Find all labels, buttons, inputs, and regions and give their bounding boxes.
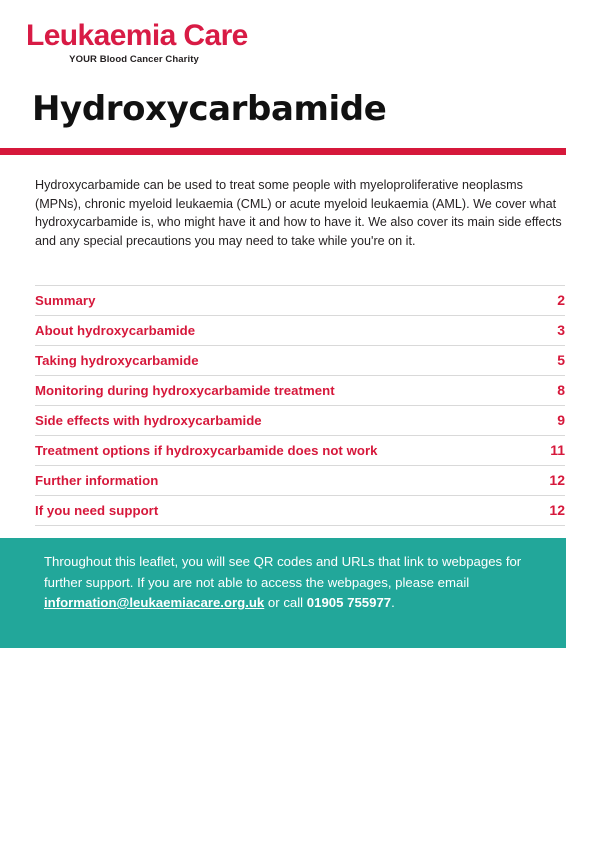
toc-row[interactable] — [35, 436, 565, 466]
toc-row[interactable] — [35, 376, 565, 406]
toc-row[interactable] — [35, 285, 565, 316]
logo-wordmark: Leukaemia Care — [26, 19, 248, 52]
toc-entry-page-number: 3 — [557, 322, 565, 338]
toc-entry-label: Treatment options if hydroxycarbamide does not work — [35, 443, 378, 458]
toc-row[interactable] — [35, 346, 565, 376]
toc-row[interactable] — [35, 406, 565, 436]
callout-text-lead: Throughout this leaflet, you will see QR codes and URLs that link to webpages for further support. If you are not able to access the webpages, please email — [44, 554, 522, 590]
toc-entry-label: Side effects with hydroxycarbamide — [35, 413, 262, 428]
toc-entry-page-number: 12 — [549, 472, 565, 488]
toc-entry-page-number: 2 — [557, 292, 565, 308]
toc-entry-label: Further information — [35, 473, 159, 488]
support-callout-text — [44, 552, 536, 614]
callout-text-middle: or call — [264, 595, 307, 610]
logo-tagline: YOUR Blood Cancer Charity — [69, 54, 199, 65]
title-divider — [0, 148, 566, 155]
toc-entry-page-number: 5 — [557, 352, 565, 368]
leukaemia-care-logo — [26, 20, 326, 66]
toc-entry-label: If you need support — [35, 503, 159, 518]
support-callout-box — [0, 538, 566, 648]
support-email-link[interactable]: information@leukaemiacare.org.uk — [44, 595, 265, 610]
table-of-contents — [35, 285, 565, 526]
toc-entry-label: Taking hydroxycarbamide — [35, 353, 199, 368]
toc-row[interactable] — [35, 496, 565, 526]
toc-row[interactable] — [35, 316, 565, 346]
toc-entry-page-number: 8 — [557, 382, 565, 398]
toc-row[interactable] — [35, 466, 565, 496]
intro-paragraph: Hydroxycarbamide can be used to treat some people with myeloproliferative neoplasms (MPNs), chronic myeloid leukaemia (CML) or acute myeloid leukaemia (AML). We cover what hydroxycarbamide is, who might have it and how to have it. We also cover its main side effects and any special precautions you may need to take while you're on it. — [35, 178, 562, 248]
page-title: Hydroxycarbamide — [32, 89, 387, 129]
toc-entry-label: About hydroxycarbamide — [35, 323, 196, 338]
toc-entry-label: Monitoring during hydroxycarbamide treatment — [35, 383, 335, 398]
toc-entry-page-number: 12 — [549, 502, 565, 518]
toc-entry-page-number: 11 — [550, 442, 565, 458]
support-phone-number: 01905 755977 — [306, 595, 392, 610]
toc-entry-label: Summary — [35, 293, 96, 308]
callout-text-tail: . — [391, 595, 395, 610]
toc-entry-page-number: 9 — [557, 412, 565, 428]
